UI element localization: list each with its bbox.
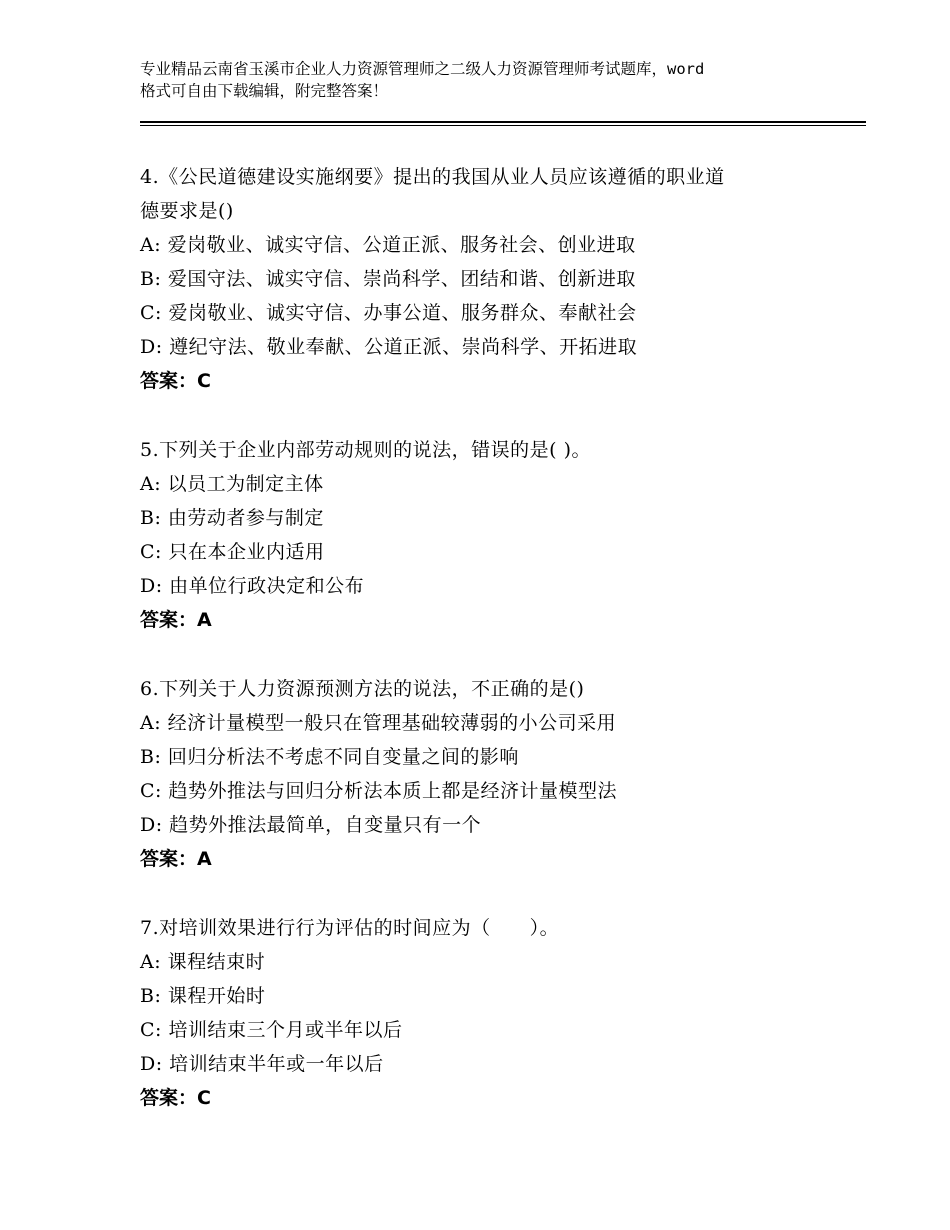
- answer: 答案：A: [140, 609, 212, 631]
- option-c: C: 只在本企业内适用: [140, 541, 325, 563]
- header-divider-thick: [140, 121, 866, 123]
- question-block: [140, 433, 840, 637]
- question-stem: 4.《公民道德建设实施纲要》提出的我国从业人员应该遵循的职业道: [140, 166, 725, 188]
- option-d: D: 由单位行政决定和公布: [140, 575, 365, 597]
- option-d: D: 趋势外推法最简单，自变量只有一个: [140, 814, 482, 836]
- header-divider-thin: [140, 125, 866, 126]
- question-block: [140, 911, 840, 1115]
- option-d: D: 培训结束半年或一年以后: [140, 1053, 384, 1075]
- question-stem: 德要求是(): [140, 200, 234, 222]
- option-b: B: 回归分析法不考虑不同自变量之间的影响: [140, 746, 519, 768]
- option-b: B: 由劳动者参与制定: [140, 507, 324, 529]
- header-line-1: 专业精品云南省玉溪市企业人力资源管理师之二级人力资源管理师考试题库，word: [140, 60, 705, 78]
- answer: 答案：A: [140, 848, 212, 870]
- option-c: C: 爱岗敬业、诚实守信、办事公道、服务群众、奉献社会: [140, 302, 637, 324]
- option-c: C: 培训结束三个月或半年以后: [140, 1019, 403, 1041]
- question-stem: 7.对培训效果进行行为评估的时间应为（ ）。: [140, 917, 560, 939]
- option-a: A: 课程结束时: [140, 951, 266, 973]
- option-c: C: 趋势外推法与回归分析法本质上都是经济计量模型法: [140, 780, 617, 802]
- option-a: A: 以员工为制定主体: [140, 473, 324, 495]
- question-block: [140, 160, 840, 398]
- option-b: B: 课程开始时: [140, 985, 266, 1007]
- answer: 答案：C: [140, 370, 211, 392]
- answer: 答案：C: [140, 1087, 211, 1109]
- option-a: A: 爱岗敬业、诚实守信、公道正派、服务社会、创业进取: [140, 234, 636, 256]
- question-stem: 6.下列关于人力资源预测方法的说法，不正确的是(): [140, 678, 585, 700]
- option-a: A: 经济计量模型一般只在管理基础较薄弱的小公司采用: [140, 712, 617, 734]
- header-line-2: 格式可自由下载编辑，附完整答案！: [140, 82, 389, 100]
- option-b: B: 爱国守法、诚实守信、崇尚科学、团结和谐、创新进取: [140, 268, 636, 290]
- question-block: [140, 672, 840, 876]
- option-d: D: 遵纪守法、敬业奉献、公道正派、崇尚科学、开拓进取: [140, 336, 638, 358]
- question-stem: 5.下列关于企业内部劳动规则的说法，错误的是( )。: [140, 439, 591, 461]
- document-header: [140, 58, 840, 102]
